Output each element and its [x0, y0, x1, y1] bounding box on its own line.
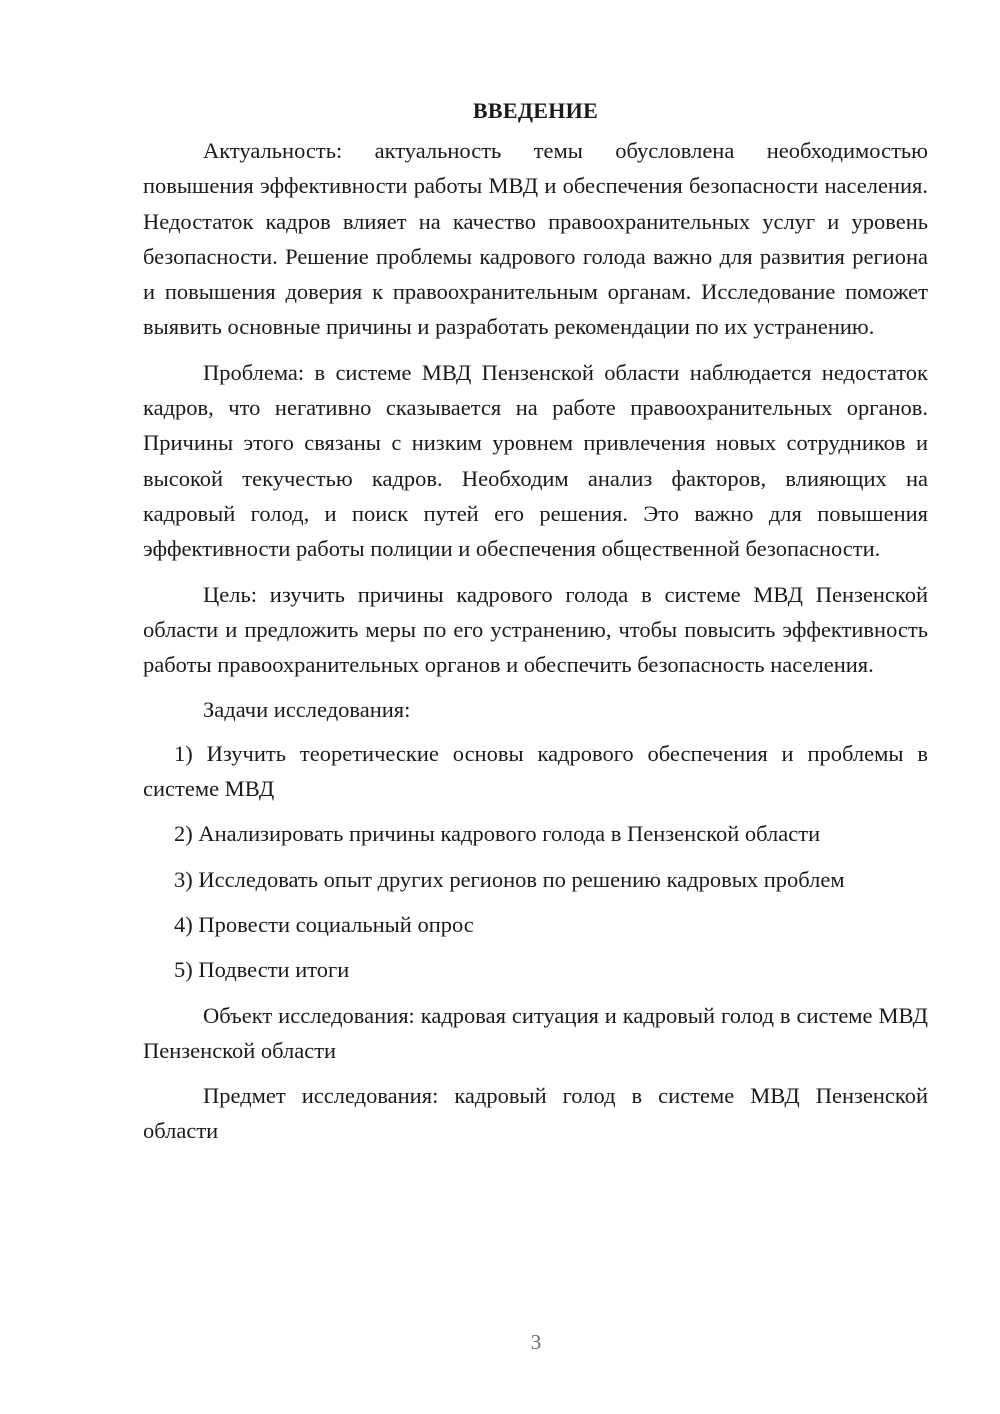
- paragraph-problem: Проблема: в системе МВД Пензенской области наблюдается недостаток кадров, что негативно сказывается на работе правоохранительных органов. Причины этого связаны с низким уровнем привлечения новых сотрудников и высокой текучестью кадров. Необходим анализ факторов, влияющих на кадровый голод, и поиск путей его решения. Это важно для повышения эффективности работы полиции и обеспечения общественной безопасности.: [143, 359, 928, 562]
- list-item: 2) Анализировать причины кадрового голода в Пензенской области: [174, 821, 821, 847]
- list-item: 1) Изучить теоретические основы кадрового обеспечения и проблемы в системе МВД: [143, 740, 928, 802]
- list-item: 5) Подвести итоги: [174, 957, 350, 983]
- paragraph-subject: Предмет исследования: кадровый голод в системе МВД Пензенской области: [143, 1083, 928, 1144]
- list-item: 3) Исследовать опыт других регионов по решению кадровых проблем: [174, 866, 845, 892]
- tasks-heading: Задачи исследования:: [203, 697, 411, 723]
- page-title: ВВЕДЕНИЕ: [472, 98, 599, 123]
- tasks-list: [143, 736, 928, 988]
- paragraph-object: Объект исследования: кадровая ситуация и кадровый голод в системе МВД Пензенской области: [143, 1002, 928, 1063]
- paragraph-relevance: Актуальность: актуальность темы обусловлена необходимостью повышения эффективности работы МВД и обеспечения безопасности населения. Недостаток кадров влияет на качество правоохранительных услуг и уровень безопасности. Решение проблемы кадрового голода важно для развития региона и повышения доверия к правоохранительным органам. Исследование поможет выявить основные причины и разработать рекомендации по их устранению.: [143, 138, 928, 340]
- paragraph-goal: Цель: изучить причины кадрового голода в системе МВД Пензенской области и предложить меры по его устранению, чтобы повысить эффективность работы правоохранительных органов и обеспечить безопасность населения.: [143, 581, 928, 678]
- page-number: 3: [530, 1330, 542, 1354]
- list-item: 4) Провести социальный опрос: [174, 911, 474, 937]
- document-page: [143, 93, 928, 1159]
